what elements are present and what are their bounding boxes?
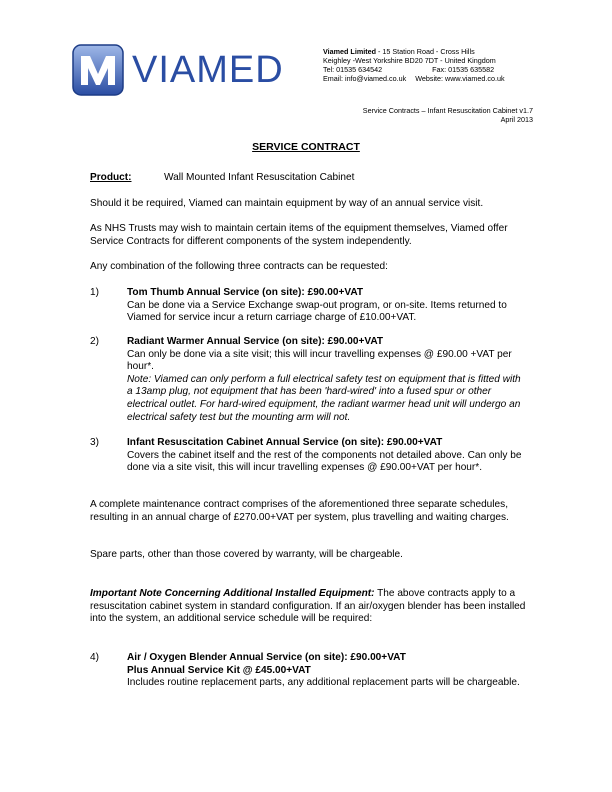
product-line bbox=[90, 172, 530, 185]
list-item bbox=[127, 652, 522, 690]
product-value: Wall Mounted Infant Resuscitation Cabinet bbox=[164, 172, 355, 183]
company-address-block bbox=[323, 47, 583, 83]
item-title-kit: Plus Annual Service Kit @ £45.00+VAT bbox=[127, 664, 311, 676]
document-date: April 2013 bbox=[500, 115, 533, 125]
company-name: Viamed Limited bbox=[323, 47, 376, 56]
item-number: 1) bbox=[90, 287, 99, 298]
item-number: 4) bbox=[90, 652, 99, 663]
viamed-logo-text: VIAMED bbox=[132, 49, 284, 91]
paragraph-important-note bbox=[90, 588, 530, 626]
address-line-2: Keighley -West Yorkshire BD20 7DT - United Kingdom bbox=[323, 56, 496, 66]
item-body: Includes routine replacement parts, any additional replacement parts will be chargeable. bbox=[127, 677, 520, 689]
item-number: 2) bbox=[90, 336, 99, 347]
item-body: Can be done via a Service Exchange swap-out program, or on-site. Items returned to Viamed for service incur a return carriage charge of £10.00+VAT. bbox=[127, 299, 507, 324]
paragraph-intro: Should it be required, Viamed can maintain equipment by way of an annual service visit. bbox=[90, 198, 484, 209]
note-heading: Important Note Concerning Additional Installed Equipment: bbox=[90, 588, 375, 599]
item-title: Air / Oxygen Blender Annual Service (on site): £90.00+VAT bbox=[127, 652, 406, 663]
website: Website: www.viamed.co.uk bbox=[415, 74, 505, 84]
note-body: The above contracts apply to a resuscitation cabinet system in standard configuration. If an air/oxygen blender has been installed into the system, an additional service schedule will be required: bbox=[90, 588, 526, 625]
document-reference bbox=[363, 106, 533, 124]
list-item bbox=[127, 437, 522, 475]
paragraph-spare-parts: Spare parts, other than those covered by warranty, will be chargeable. bbox=[90, 549, 403, 560]
paragraph-combination: Any combination of the following three contracts can be requested: bbox=[90, 261, 388, 272]
item-title: Tom Thumb Annual Service (on site): £90.00+VAT bbox=[127, 287, 364, 298]
viamed-logo-icon bbox=[72, 44, 124, 96]
paragraph-nhs: As NHS Trusts may wish to maintain certain items of the equipment themselves, Viamed offer Service Contracts for different components of the system independently. bbox=[90, 223, 508, 247]
item-title: Infant Resuscitation Cabinet Annual Service (on site): £90.00+VAT bbox=[127, 437, 443, 448]
item-title: Radiant Warmer Annual Service (on site): £90.00+VAT bbox=[127, 336, 384, 347]
list-item bbox=[127, 287, 522, 325]
email: Email: info@viamed.co.uk bbox=[323, 74, 407, 84]
list-item bbox=[127, 336, 522, 424]
fax: Fax: 01535 635582 bbox=[432, 65, 495, 75]
item-number: 3) bbox=[90, 437, 99, 448]
document-version: Service Contracts – Infant Resuscitation Cabinet v1.7 bbox=[362, 106, 533, 115]
item-body: Covers the cabinet itself and the rest of the components not detailed above. Can only be done via a site visit, this will incur travelling expenses @ £90.00+VAT per hour*. bbox=[127, 449, 522, 474]
address-line-1: - 15 Station Road - Cross Hills bbox=[376, 47, 475, 56]
item-note: Note: Viamed can only perform a full electrical safety test on equipment that is fitted with a 13amp plug, not equipment that has been 'hard-wired' into a fused spur or other electrical outlet. For hard-wired equipment, the radiant warmer head unit will undergo an electrical safety test but the mounting arm will not. bbox=[127, 373, 521, 423]
telephone: Tel: 01535 634542 bbox=[323, 65, 383, 75]
page-title: SERVICE CONTRACT bbox=[252, 141, 360, 153]
product-label: Product: bbox=[90, 172, 132, 183]
paragraph-complete-contract: A complete maintenance contract comprises of the aforementioned three separate schedules, resulting in an annual charge of £270.00+VAT per system, plus travelling and waiting charges. bbox=[90, 499, 509, 523]
item-body: Can only be done via a site visit; this will incur travelling expenses @ £90.00 +VAT per hour*. bbox=[127, 348, 512, 373]
